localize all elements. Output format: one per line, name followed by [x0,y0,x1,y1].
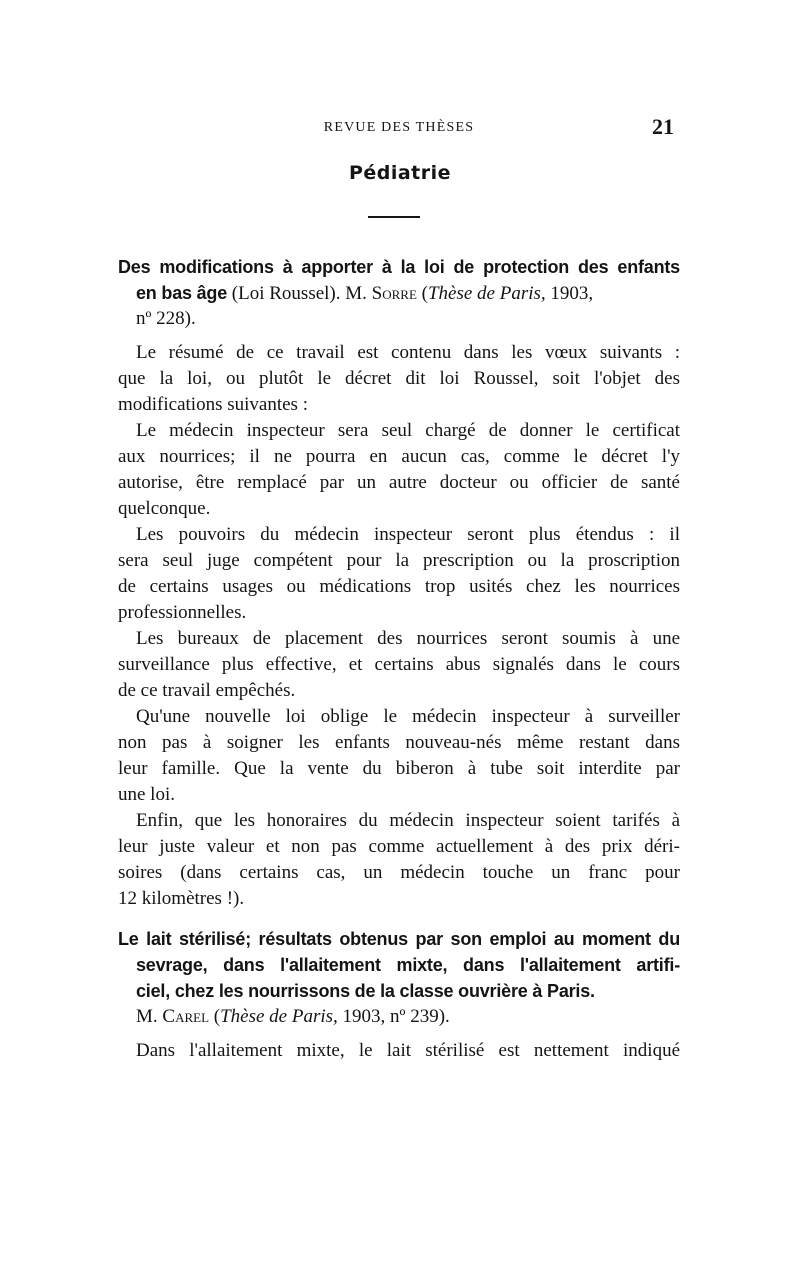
article-1-ref-open: ( [416,283,428,304]
article-2-heading-line-3: ciel, chez les nourrissons de la classe ouvrière à Paris. [136,981,595,1001]
body-line: leur juste valeur et non pas comme actuellement à des prix déri- [118,836,680,857]
article-1-heading-line-1: Des modifications à apporter à la loi de protection des enfants [118,257,680,277]
body-line: de certains usages ou médications trop usités chez les nourrices [118,576,680,597]
running-head [118,114,680,140]
article-2-heading-line-2: sevrage, dans l'allaitement mixte, dans l'allaitement artifi- [136,955,680,975]
article-2-ref [136,1004,450,1030]
body-line: que la loi, ou plutôt le décret dit loi Roussel, soit l'objet des [118,368,680,389]
article-1-ref-tail: 1903, [545,283,594,304]
body-line: Le résumé de ce travail est contenu dans les vœux suivants : [136,342,680,363]
article-2-ref-author: Carel [162,1006,210,1027]
article-2-ref-open: ( [209,1006,221,1027]
body-line: quelconque. [118,498,211,519]
body-line: Les pouvoirs du médecin inspecteur seront plus étendus : il [136,524,680,545]
article-1-ref-author: Sorre [371,283,417,304]
body-line: professionnelles. [118,602,247,623]
body-line: autorise, être remplacé par un autre docteur ou officier de santé [118,472,680,493]
body-line: une loi. [118,784,175,805]
article-2-ref-journal: Thèse de Paris, [220,1006,338,1027]
article-2-ref-tail: 1903, nº 239). [337,1006,450,1027]
body-line: non pas à soigner les enfants nouveau-nés même restant dans [118,732,680,753]
body-line: de ce travail empêchés. [118,680,296,701]
article-1-heading-tail: en bas âge [136,283,228,303]
body-line: sera seul juge compétent pour la prescription ou la proscription [118,550,680,571]
body-line: Les bureaux de placement des nourrices seront soumis à une [136,628,680,649]
article-1-heading-line-2 [136,280,593,307]
article-1-ref-pre: (Loi Roussel). M. [227,283,372,304]
body-line: surveillance plus effective, et certains abus signalés dans le cours [118,654,680,675]
body-line: Qu'une nouvelle loi oblige le médecin inspecteur à surveiller [136,706,680,727]
article-2-heading-line-1: Le lait stérilisé; résultats obtenus par son emploi au moment du [118,929,680,949]
body-line: Enfin, que les honoraires du médecin inspecteur soient tarifés à [136,810,680,831]
section-title: Pédiatrie [348,162,452,184]
article-2-ref-pre: M. [136,1006,163,1027]
page-number: 21 [652,114,674,139]
body-line: 12 kilomètres !). [118,888,245,909]
article-1-ref-journal: Thèse de Paris, [427,283,546,304]
body-line: Dans l'allaitement mixte, le lait stérilisé est nettement indiqué [136,1040,680,1061]
section-rule [368,216,420,218]
article-1-ref-number: nº 228). [136,308,196,329]
running-title: REVUE DES THÈSES [323,120,475,135]
body-line: leur famille. Que la vente du biberon à tube soit interdite par [118,758,680,779]
body-line: soires (dans certains cas, un médecin touche un franc pour [118,862,680,883]
body-line: Le médecin inspecteur sera seul chargé de donner le certificat [136,420,680,441]
body-line: aux nourrices; il ne pourra en aucun cas, comme le décret l'y [118,446,680,467]
body-line: modifications suivantes : [118,394,308,415]
